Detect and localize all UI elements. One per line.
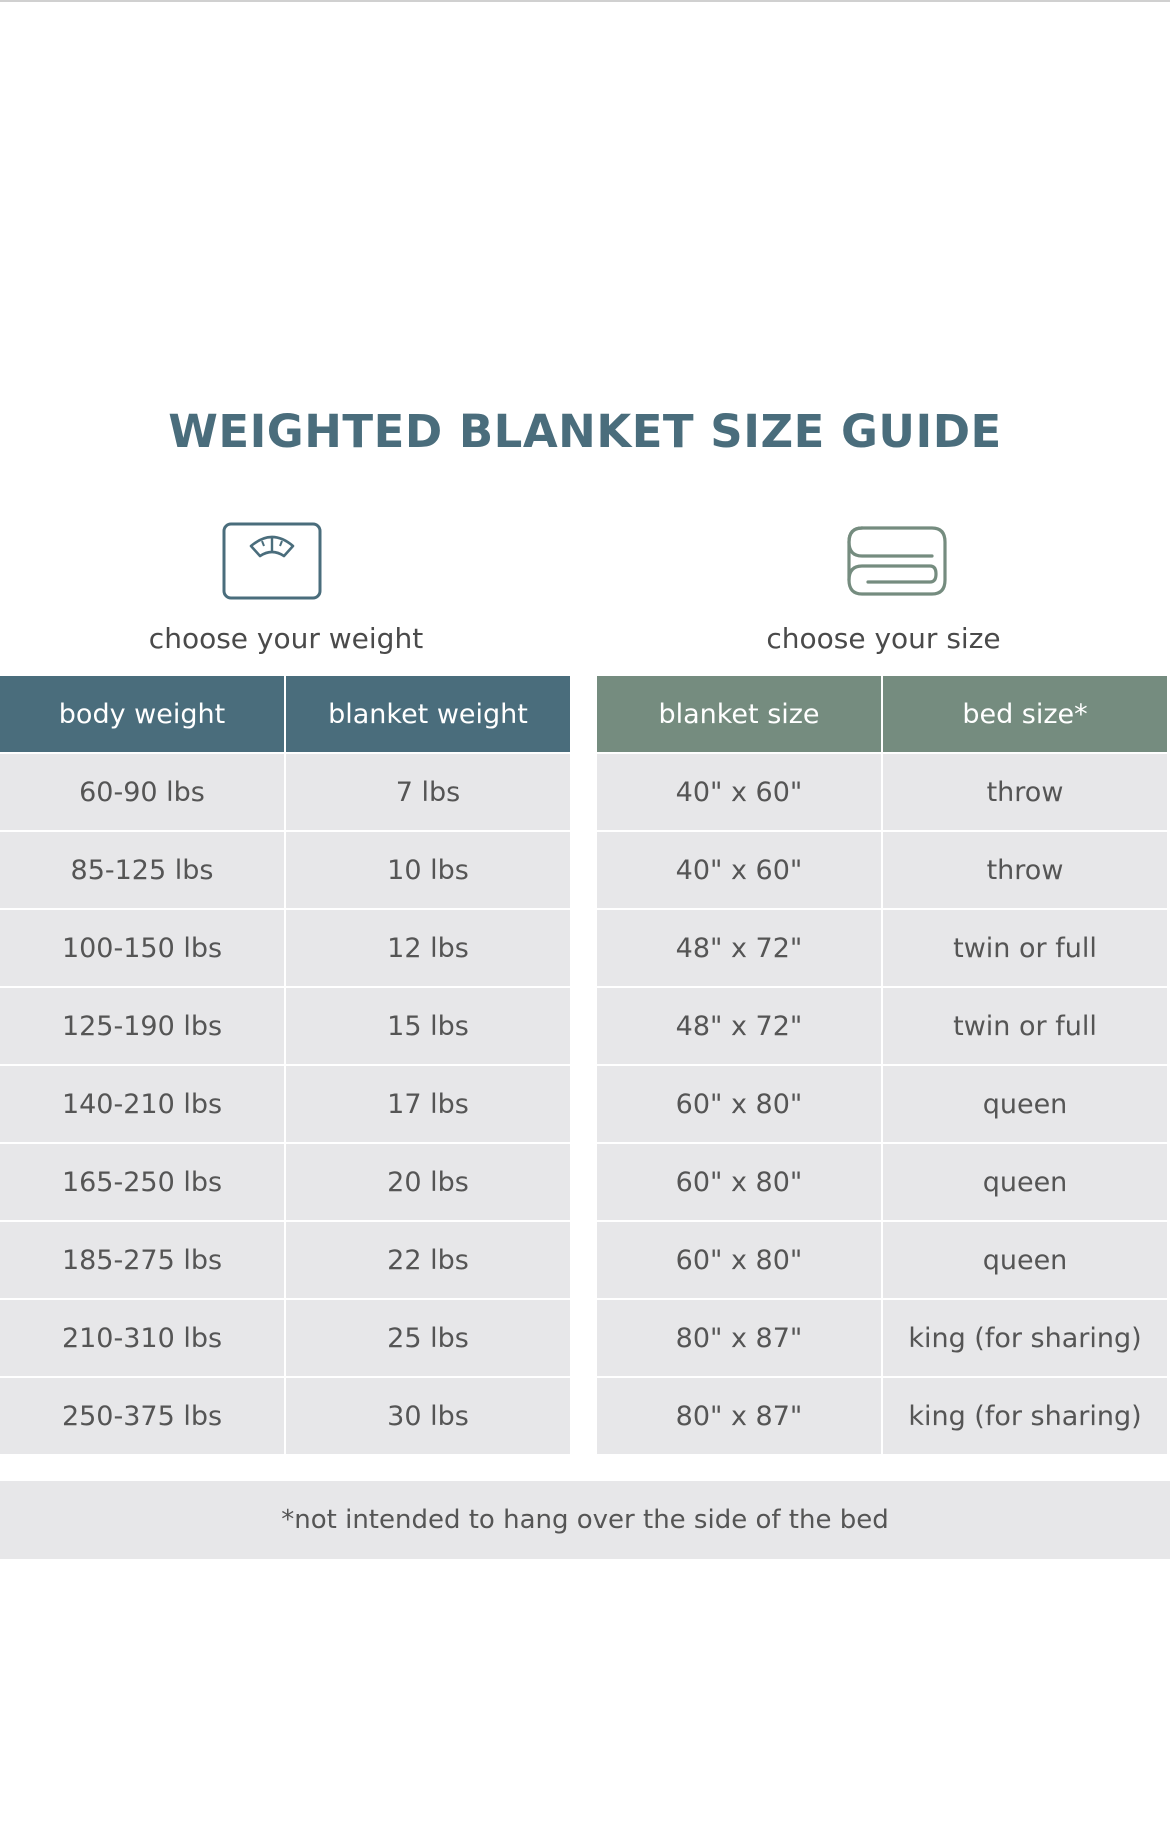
body-weight-cell: 140-210 lbs [0,1066,284,1142]
table-row [0,1222,570,1298]
body-weight-cell: 250-375 lbs [0,1378,284,1454]
weight-table [0,674,572,1456]
table-row [0,1144,570,1220]
body-weight-cell: 125-190 lbs [0,988,284,1064]
folded-blanket-icon [846,522,948,598]
blanket-size-cell: 40" x 60" [597,754,881,830]
blanket-weight-cell: 10 lbs [286,832,570,908]
body-weight-cell: 185-275 lbs [0,1222,284,1298]
bed-size-cell: throw [883,832,1167,908]
bed-size-cell: twin or full [883,910,1167,986]
blanket-weight-cell: 12 lbs [286,910,570,986]
bed-size-cell: king (for sharing) [883,1300,1167,1376]
column-header-body-weight: body weight [0,676,284,752]
table-header-row [597,676,1167,752]
blanket-weight-cell: 25 lbs [286,1300,570,1376]
table-row [0,1066,570,1142]
blanket-size-cell: 60" x 80" [597,1144,881,1220]
table-row [0,910,570,986]
table-row [0,754,570,830]
bathroom-scale-icon [222,522,322,600]
table-row [0,832,570,908]
choose-size-label: choose your size [766,622,1001,655]
table-row [597,1066,1167,1142]
body-weight-cell: 165-250 lbs [0,1144,284,1220]
blanket-weight-cell: 7 lbs [286,754,570,830]
top-divider [0,0,1170,2]
blanket-weight-cell: 15 lbs [286,988,570,1064]
table-row [0,1378,570,1454]
blanket-size-cell: 60" x 80" [597,1066,881,1142]
table-row [0,1300,570,1376]
bed-size-cell: throw [883,754,1167,830]
bed-size-cell: king (for sharing) [883,1378,1167,1454]
bed-size-cell: twin or full [883,988,1167,1064]
table-header-row [0,676,570,752]
table-row [597,754,1167,830]
table-row [597,988,1167,1064]
blanket-size-cell: 80" x 87" [597,1378,881,1454]
table-row [597,1378,1167,1454]
blanket-size-cell: 48" x 72" [597,910,881,986]
table-row [597,1144,1167,1220]
body-weight-cell: 60-90 lbs [0,754,284,830]
column-header-blanket-size: blanket size [597,676,881,752]
footnote: *not intended to hang over the side of the bed [0,1481,1170,1559]
blanket-weight-cell: 30 lbs [286,1378,570,1454]
page-title: WEIGHTED BLANKET SIZE GUIDE [168,405,1002,458]
body-weight-cell: 210-310 lbs [0,1300,284,1376]
choose-weight-label: choose your weight [148,622,424,655]
blanket-size-cell: 48" x 72" [597,988,881,1064]
table-row [597,832,1167,908]
bed-size-cell: queen [883,1144,1167,1220]
blanket-weight-cell: 20 lbs [286,1144,570,1220]
table-row [597,910,1167,986]
table-row [597,1222,1167,1298]
column-header-blanket-weight: blanket weight [286,676,570,752]
table-row [0,988,570,1064]
blanket-size-cell: 40" x 60" [597,832,881,908]
column-header-bed-size: bed size* [883,676,1167,752]
size-table [595,674,1169,1456]
blanket-size-cell: 60" x 80" [597,1222,881,1298]
body-weight-cell: 100-150 lbs [0,910,284,986]
blanket-weight-cell: 17 lbs [286,1066,570,1142]
blanket-weight-cell: 22 lbs [286,1222,570,1298]
blanket-size-cell: 80" x 87" [597,1300,881,1376]
body-weight-cell: 85-125 lbs [0,832,284,908]
table-row [597,1300,1167,1376]
bed-size-cell: queen [883,1066,1167,1142]
bed-size-cell: queen [883,1222,1167,1298]
